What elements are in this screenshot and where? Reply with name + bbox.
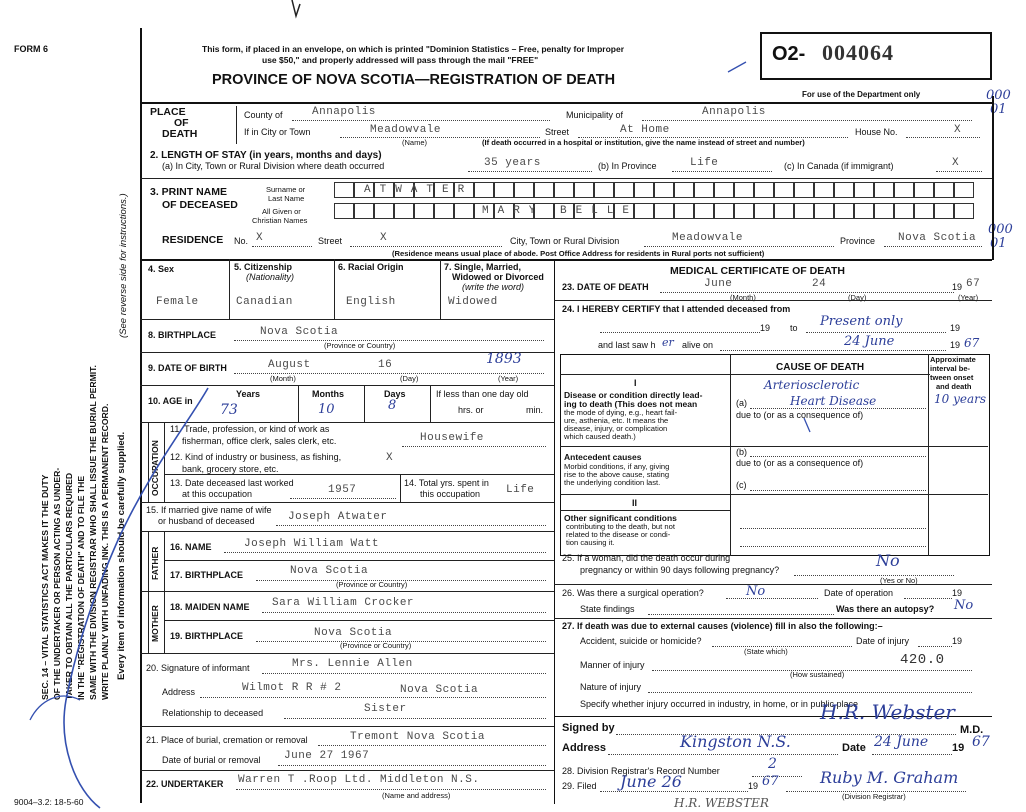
manner-label: Manner of injury [580, 660, 645, 670]
age-months-value: 10 [318, 402, 335, 417]
surgery-label: 26. Was there a surgical operation? [562, 588, 704, 598]
death-date-day: 24 [812, 278, 827, 290]
dob-day: 16 [378, 359, 393, 371]
medical-certificate-title: MEDICAL CERTIFICATE OF DEATH [670, 265, 845, 277]
record-number-value: 2 [768, 756, 777, 772]
cause-code-value: 420.0 [900, 652, 945, 668]
residence-city-value: Meadowvale [672, 232, 744, 244]
city-value: Meadowvale [370, 124, 442, 136]
marital-label-1: 7. Single, Married, [444, 262, 522, 272]
md-label: M.D. [960, 724, 984, 736]
operation-date-label: Date of operation [824, 588, 894, 598]
occupation-section-label: OCCUPATION [150, 440, 160, 496]
pregnancy-label-1: 25. If a woman, did the death occur during [562, 553, 731, 563]
industry-label-1: 12. Kind of industry or business, as fishing, [170, 452, 342, 462]
certify-to-year: 19 [950, 323, 961, 333]
given-label-1: All Given or [262, 207, 301, 216]
street-label: Street [545, 127, 570, 137]
physician-signature: H.R. Webster [820, 700, 955, 724]
cause-of-death-title: CAUSE OF DEATH [776, 362, 865, 373]
industry-label-2: bank, grocery store, etc. [182, 464, 279, 474]
disease-label-2: ing to death (This does not mean [564, 399, 698, 409]
cause-a-value-1: Arteriosclerotic [764, 378, 860, 392]
given-label-2: Christian Names [252, 216, 308, 225]
sex-value: Female [156, 296, 199, 308]
signed-by-label: Signed by [562, 722, 615, 734]
last-worked-label-1: 13. Date deceased last worked [170, 478, 294, 488]
hospital-note: (If death occurred in a hospital or institution, give the name instead of street and number) [482, 138, 805, 147]
last-worked-label-2: at this occupation [182, 489, 253, 499]
residence-label: RESIDENCE [162, 234, 224, 246]
side-instruction-4: IN THE "REGISTRATION OF DEATH" AND TO FILE THE [76, 475, 86, 700]
burial-date-value: June 27 1967 [284, 750, 370, 762]
surname-value: ATWATER [364, 184, 474, 196]
birthplace-hint: (Province or Country) [324, 341, 396, 350]
sex-label: 4. Sex [148, 264, 175, 274]
disease-label-5: disease, injury, or complication [564, 424, 668, 433]
given-names-value: MARY BELLE [482, 205, 639, 217]
filed-year: 67 [762, 774, 779, 789]
pregnancy-label-2: pregnancy or within 90 days following pregnancy? [580, 565, 780, 575]
place-label-death: DEATH [162, 128, 198, 140]
interval-label-4: and death [936, 382, 972, 391]
certify-to-label: to [790, 323, 798, 333]
disease-label-6: which caused death.) [564, 432, 636, 441]
surname-label-2: Last Name [268, 194, 305, 203]
autopsy-value: No [954, 598, 974, 613]
surname-label-1: Surname or [266, 185, 306, 194]
mother-birthplace-label: 19. BIRTHPLACE [170, 631, 244, 641]
department-code-3: 000 [988, 222, 1013, 237]
age-years-value: 73 [220, 402, 238, 418]
father-birthplace-hint: (Province or Country) [336, 580, 408, 589]
burial-place-label: 21. Place of burial, cremation or removal [146, 735, 308, 745]
street-value: At Home [620, 124, 670, 136]
death-year-hint: (Year) [958, 293, 979, 302]
citizenship-hint: (Nationality) [246, 272, 295, 282]
dob-label: 9. DATE OF BIRTH [148, 363, 227, 373]
how-sustained-hint: (How sustained) [790, 670, 845, 679]
disease-label-3: the mode of dying, e.g., heart fail- [564, 408, 678, 417]
nature-label: Nature of injury [580, 682, 642, 692]
death-date-year-prefix: 19 [952, 282, 963, 292]
age-years-label: Years [236, 389, 261, 399]
last-saw-pronoun: er [662, 336, 674, 349]
county-value: Annapolis [312, 106, 376, 118]
disease-label-4: ure, asthenia, etc. It means the [564, 416, 669, 425]
death-date-label: 23. DATE OF DEATH [562, 282, 649, 292]
marital-label-2: Widowed or Divorced [452, 272, 544, 282]
interval-label-1: Approximate [930, 355, 976, 364]
death-month-hint: (Month) [730, 293, 756, 302]
informant-address-1: Wilmot R R # 2 [242, 682, 342, 694]
side-instruction-6: WRITE PLAINLY WITH UNFADING INK. THIS IS A PERMANENT RECORD. [100, 403, 110, 700]
trade-label-1: 11. Trade, profession, or kind of work as [170, 424, 330, 434]
accident-label: Accident, suicide or homicide? [580, 636, 702, 646]
marital-label-3: (write the word) [462, 282, 525, 292]
marital-value: Widowed [448, 296, 498, 308]
age-days-value: 8 [388, 398, 397, 413]
physician-address-label: Address [562, 742, 607, 754]
last-saw-year: 67 [964, 336, 980, 350]
mother-birthplace-value: Nova Scotia [314, 627, 393, 639]
mother-maiden-label: 18. MAIDEN NAME [170, 602, 250, 612]
house-value: X [954, 124, 962, 136]
registrar-hint: (Division Registrar) [842, 792, 906, 801]
father-name-value: Joseph William Watt [244, 538, 379, 550]
interval-label-3: tween onset [930, 373, 974, 382]
department-code-2: 01 [990, 102, 1007, 117]
residence-street-label: Street [318, 236, 343, 246]
form-footer-code: 9004–3.2: 18-5-60 [14, 797, 84, 807]
informant-address-label: Address [162, 687, 196, 697]
age-label: 10. AGE in [148, 396, 193, 406]
registration-number: 004064 [822, 40, 894, 65]
injury-year: 19 [952, 636, 963, 646]
cause-a-label: (a) [736, 398, 747, 408]
state-findings-label: State findings [580, 604, 635, 614]
relationship-label: Relationship to deceased [162, 708, 264, 718]
print-name-label: 3. PRINT NAME [150, 186, 228, 198]
certify-to-value: Present only [820, 314, 903, 329]
stay-province-label: (b) In Province [598, 161, 657, 171]
industry-value: X [386, 452, 394, 464]
registrar-signature: Ruby M. Graham [820, 768, 959, 787]
yes-no-hint: (Yes or No) [880, 576, 918, 585]
other-conditions-label-1: Other significant conditions [564, 513, 677, 523]
stay-canada-value: X [952, 157, 960, 169]
residence-note: (Residence means usual place of abode. Post Office Address for residents in Rural ports not sufficient) [392, 249, 765, 258]
signature-year: 67 [972, 734, 990, 750]
citizenship-value: Canadian [236, 296, 293, 308]
cause-c-label: (c) [736, 480, 747, 490]
record-number-label: 28. Division Registrar's Record Number [562, 766, 720, 776]
other-conditions-label-3: related to the disease or condi- [566, 530, 671, 539]
side-instruction-5: SAME WITH THE DIVISION REGISTRAR WHO SHALL ISSUE THE BURIAL PERMIT. [88, 365, 98, 700]
state-which-hint: (State which) [744, 647, 788, 656]
certify-from-year: 19 [760, 323, 771, 333]
burial-date-label: Date of burial or removal [162, 755, 261, 765]
cause-b-label: (b) [736, 447, 747, 457]
place-label-of: OF [174, 117, 189, 129]
autopsy-label: Was there an autopsy? [836, 604, 935, 614]
spouse-label-2: or husband of deceased [158, 516, 255, 526]
mail-notice-1: This form, if placed in an envelope, on which is printed "Dominion Statistics – Free, penalty for Improper [202, 44, 625, 54]
total-years-value: Life [506, 484, 535, 496]
father-name-label: 16. NAME [170, 542, 212, 552]
cause-a-value-2: Heart Disease [790, 394, 877, 408]
signature-year-prefix: 19 [952, 742, 965, 754]
hours-label: hrs. or [458, 405, 484, 415]
residence-street-value: X [380, 232, 388, 244]
residence-no-label: No. [234, 236, 249, 246]
dob-month: August [268, 359, 311, 371]
external-causes-label: 27. If death was due to external causes (violence) fill in also the following:– [562, 621, 883, 631]
other-conditions-label-4: tion causing it. [566, 538, 615, 547]
age-days-label: Days [384, 389, 406, 399]
place-label: PLACE [150, 106, 186, 118]
department-code-1: 000 [986, 88, 1011, 103]
last-worked-value: 1957 [328, 484, 357, 496]
antecedent-label-4: the underlying condition last. [564, 478, 661, 487]
city-name-hint: (Name) [402, 138, 428, 147]
side-instruction-7: Every item of information should be carefully supplied. [116, 431, 127, 680]
minutes-label: min. [526, 405, 544, 415]
stay-city-label: (a) In City, Town or Rural Division where death occurred [162, 161, 385, 171]
last-saw-label: and last saw h [598, 340, 656, 350]
other-conditions-label-2: contributing to the death, but not [566, 522, 675, 531]
father-section-label: FATHER [150, 546, 160, 580]
less-than-day-label: If less than one day old [436, 389, 529, 399]
cause-section-one: I [634, 378, 637, 388]
form-number: FORM 6 [14, 44, 49, 54]
birthplace-value: Nova Scotia [260, 326, 339, 338]
stay-city-value: 35 years [484, 157, 541, 169]
side-instruction-2: OF THE UNDERTAKER OR PERSON ACTING AS UNDER- [52, 467, 62, 700]
undertaker-hint: (Name and address) [382, 791, 451, 800]
cause-section-two: II [632, 498, 638, 508]
department-use-label: For use of the Department only [802, 90, 921, 99]
father-birthplace-label: 17. BIRTHPLACE [170, 570, 244, 580]
dob-year-hint: (Year) [498, 374, 519, 383]
mail-notice-2: use $50," and properly addressed will pass through the mail "FREE" [262, 55, 539, 65]
dob-year: 1893 [486, 351, 522, 367]
disease-label-1: Disease or condition directly lead- [564, 390, 703, 400]
spouse-label-1: 15. If married give name of wife [146, 505, 272, 515]
racial-origin-label: 6. Racial Origin [338, 262, 404, 272]
trade-label-2: fisherman, office clerk, sales clerk, etc. [182, 436, 337, 446]
dob-day-hint: (Day) [400, 374, 419, 383]
surgery-value: No [746, 584, 766, 599]
interval-label-2: interval be- [930, 364, 971, 373]
informant-address-2: Nova Scotia [400, 684, 479, 696]
specify-label: Specify whether injury occurred in industry, in home, or in public place [580, 699, 858, 709]
dob-month-hint: (Month) [270, 374, 296, 383]
antecedent-label-1: Antecedent causes [564, 452, 642, 462]
registration-prefix: O2- [772, 43, 806, 65]
signature-date-value: 24 June [874, 734, 929, 750]
undertaker-label: 22. UNDERTAKER [146, 779, 224, 789]
injury-date-label: Date of injury [856, 636, 910, 646]
municipality-label: Municipality of [566, 110, 624, 120]
total-years-label-1: 14. Total yrs. spent in [404, 478, 489, 488]
signature-date-label: Date [842, 742, 866, 754]
municipality-value: Annapolis [702, 106, 766, 118]
residence-province-value: Nova Scotia [898, 232, 977, 244]
due-to-label-a: due to (or as a consequence of) [736, 410, 864, 420]
mother-maiden-value: Sara William Crocker [272, 597, 415, 609]
of-deceased-label: OF DECEASED [162, 199, 238, 211]
death-day-hint: (Day) [848, 293, 867, 302]
age-months-label: Months [312, 389, 344, 399]
city-label: If in City or Town [244, 127, 311, 137]
informant-label: 20. Signature of informant [146, 663, 250, 673]
antecedent-label-2: Morbid conditions, if any, giving [564, 462, 670, 471]
cause-a-interval: 10 years [934, 392, 987, 406]
racial-origin-value: English [346, 296, 396, 308]
burial-place-value: Tremont Nova Scotia [350, 731, 485, 743]
side-instruction-3: TAKER TO OBTAIN ALL THE PARTICULARS REQUIRED [64, 472, 74, 700]
residence-province-label: Province [840, 236, 876, 246]
stay-label: 2. LENGTH OF STAY (in years, months and days) [150, 150, 382, 161]
stay-province-value: Life [690, 157, 719, 169]
residence-city-label: City, Town or Rural Division [510, 236, 620, 246]
form-title: PROVINCE OF NOVA SCOTIA—REGISTRATION OF DEATH [212, 72, 616, 88]
death-date-month: June [704, 278, 733, 290]
side-instruction-1: SEC. 14 – VITAL STATISTICS ACT MAKES IT THE DUTY [40, 474, 50, 700]
mother-section-label: MOTHER [150, 605, 160, 642]
filed-value: June 26 [620, 772, 682, 791]
physician-address-value: Kingston N.S. [680, 732, 791, 751]
filed-year-prefix: 19 [748, 781, 759, 791]
residence-no-value: X [256, 232, 264, 244]
county-label: County of [244, 110, 283, 120]
birthplace-label: 8. BIRTHPLACE [148, 330, 217, 340]
department-code-4: 01 [990, 236, 1007, 251]
bottom-handwritten-name: H.R. WEBSTER [674, 796, 769, 810]
side-instruction-8: (See reverse side for instructions.) [118, 193, 129, 338]
alive-on-label: alive on [682, 340, 714, 350]
certify-label: 24. I HEREBY CERTIFY that I attended deceased from [562, 304, 791, 314]
death-date-year: 67 [966, 278, 981, 290]
trade-value: Housewife [420, 432, 484, 444]
informant-name-value: Mrs. Lennie Allen [292, 658, 413, 670]
undertaker-value: Warren T .Roop Ltd. Middleton N.S. [238, 774, 480, 786]
total-years-label-2: this occupation [420, 489, 481, 499]
house-label: House No. [855, 127, 898, 137]
antecedent-label-3: rise to the above cause, stating [564, 470, 670, 479]
citizenship-label: 5. Citizenship [234, 262, 293, 272]
operation-year: 19 [952, 588, 963, 598]
stay-canada-label: (c) In Canada (if immigrant) [784, 161, 894, 171]
last-saw-year-prefix: 19 [950, 340, 961, 350]
pregnancy-value: No [876, 551, 900, 570]
father-birthplace-value: Nova Scotia [290, 565, 369, 577]
spouse-value: Joseph Atwater [288, 511, 388, 523]
relationship-value: Sister [364, 703, 407, 715]
filed-label: 29. Filed [562, 781, 597, 791]
due-to-label-b: due to (or as a consequence of) [736, 458, 864, 468]
last-saw-value: 24 June [844, 334, 895, 349]
mother-birthplace-hint: (Province or Country) [340, 641, 412, 650]
